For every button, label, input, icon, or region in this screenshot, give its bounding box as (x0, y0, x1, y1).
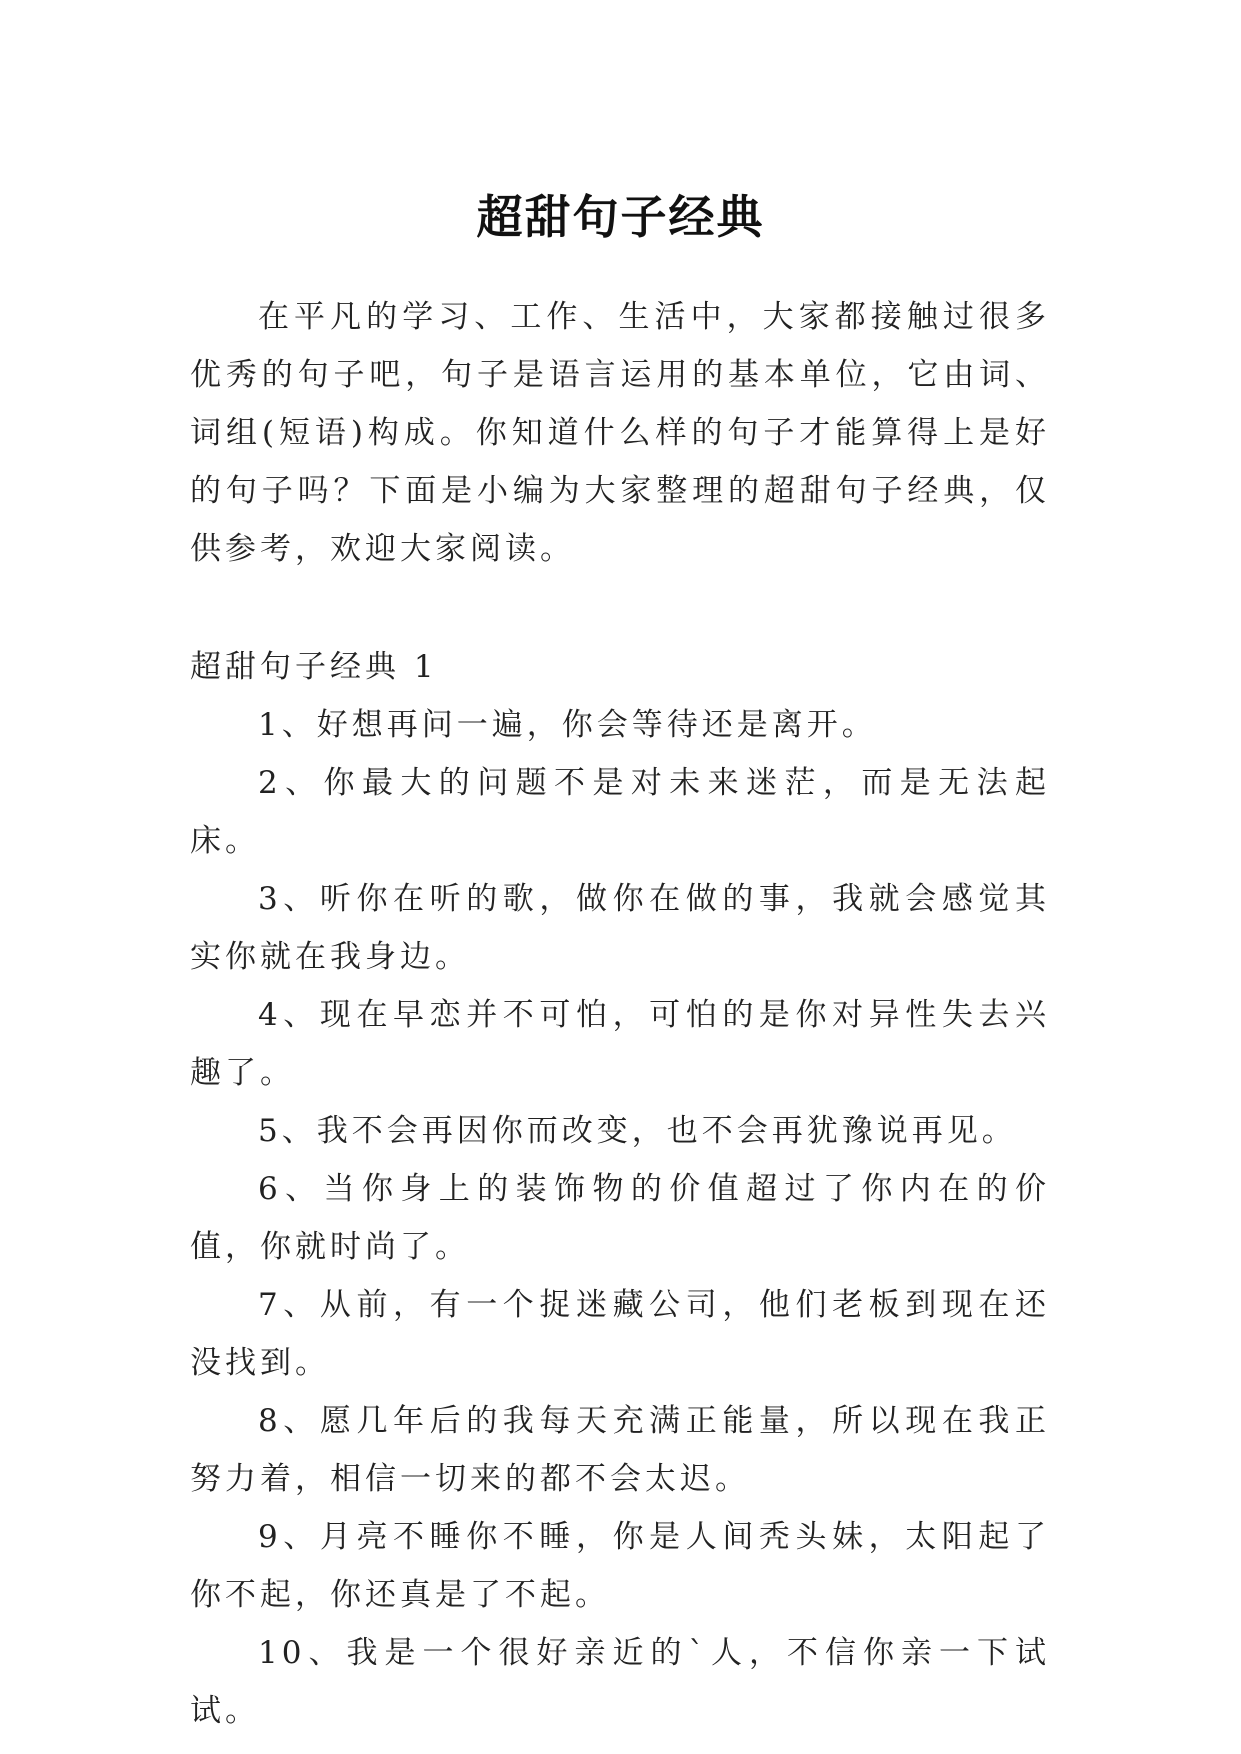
list-item: 9、月亮不睡你不睡，你是人间秃头妹，太阳起了你不起，你还真是了不起。 (190, 1519, 1050, 1613)
intro-paragraph: 在平凡的学习、工作、生活中，大家都接触过很多优秀的句子吧，句子是语言运用的基本单位，它由词、词组(短语)构成。你知道什么样的句子才能算得上是好的句子吗？下面是小编为大家整理的超甜句子经典，仅供参考，欢迎大家阅读。 (190, 299, 1050, 567)
list-item: 7、从前，有一个捉迷藏公司，他们老板到现在还没找到。 (190, 1287, 1050, 1381)
list-item: 1、好想再问一遍，你会等待还是离开。 (258, 707, 877, 743)
list-item: 10、我是一个很好亲近的`人，不信你亲一下试试。 (190, 1635, 1050, 1729)
page-title: 超甜句子经典 (476, 189, 765, 244)
intro-block (190, 288, 1050, 578)
list-item: 3、听你在听的歌，做你在做的事，我就会感觉其实你就在我身边。 (190, 881, 1050, 975)
section-heading: 超甜句子经典 1 (190, 649, 438, 685)
list-item: 6、当你身上的装饰物的价值超过了你内在的价值，你就时尚了。 (190, 1171, 1050, 1265)
sentence-section (190, 638, 1050, 1740)
list-item: 4、现在早恋并不可怕，可怕的是你对异性失去兴趣了。 (190, 997, 1050, 1091)
list-item: 5、我不会再因你而改变，也不会再犹豫说再见。 (258, 1113, 1017, 1149)
list-item: 2、你最大的问题不是对未来迷茫，而是无法起床。 (190, 765, 1050, 859)
list-item: 8、愿几年后的我每天充满正能量，所以现在我正努力着，相信一切来的都不会太迟。 (190, 1403, 1050, 1497)
